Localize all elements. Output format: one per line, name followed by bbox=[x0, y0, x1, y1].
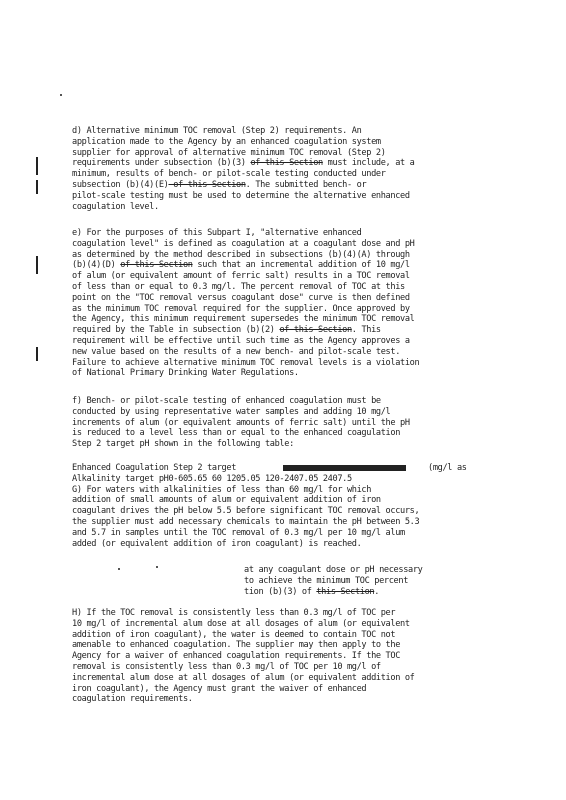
text-span: conducted by using representative water samples and adding 10 mg/l bbox=[72, 406, 391, 417]
text-span: the supplier must add necessary chemicals to maintain the pH between 5.3 bbox=[72, 516, 420, 527]
text-line bbox=[72, 640, 512, 651]
text-span: subsection (b)(4)(E) bbox=[72, 179, 169, 190]
text-line bbox=[72, 126, 512, 137]
text-span: d) Alternative minimum TOC removal (Step 2) requirements. An bbox=[72, 126, 362, 136]
text-span: 10 mg/l of incremental alum dose at all dosages of alum (or equivalent bbox=[72, 618, 410, 629]
text-span: amenable to enhanced coagulation. The supplier may then apply to the bbox=[72, 640, 401, 651]
text-line bbox=[72, 137, 512, 148]
text-span: addition of small amounts of alum or equivalent addition of iron bbox=[72, 495, 381, 506]
scan-speck bbox=[60, 94, 62, 96]
paragraph-e bbox=[72, 228, 512, 379]
text-line bbox=[72, 250, 512, 261]
text-line bbox=[72, 694, 512, 705]
text-line bbox=[72, 428, 512, 439]
text-span: of alum (or equivalent amount of ferric salt) results in a TOC removal bbox=[72, 271, 410, 282]
text-span: the Agency, this minimum requirement supersedes the minimum TOC removal bbox=[72, 314, 415, 325]
text-span: (b)(4)(D) bbox=[72, 260, 121, 271]
paragraph-h bbox=[72, 608, 512, 705]
text-span: added (or equivalent addition of iron coagulant) is reached. bbox=[72, 538, 362, 549]
text-line bbox=[72, 528, 512, 539]
text-span: application made to the Agency by an enhanced coagulation system bbox=[72, 136, 381, 147]
text-line bbox=[72, 474, 512, 485]
paragraph-f bbox=[72, 396, 512, 450]
text-line bbox=[72, 260, 512, 271]
text-line bbox=[72, 506, 512, 517]
text-span: incremental alum dose at all dosages of alum (or equivalent addition of bbox=[72, 672, 415, 683]
table-block bbox=[72, 463, 512, 549]
text-line bbox=[72, 347, 512, 358]
text-span: . bbox=[374, 586, 380, 597]
text-span: supplier for approval of alternative minimum TOC removal (Step 2) bbox=[72, 147, 386, 158]
text-line bbox=[244, 565, 514, 576]
struck-text: of this Section bbox=[120, 260, 193, 271]
text-span: required by the Table in subsection (b)(2) bbox=[72, 325, 280, 336]
text-line bbox=[244, 576, 514, 587]
text-span: coagulation requirements. bbox=[72, 694, 193, 705]
text-span: of less than or equal to 0.3 mg/l. The percent removal of TOC at this bbox=[72, 281, 405, 292]
text-line bbox=[72, 202, 512, 213]
text-span: coagulation level. bbox=[72, 201, 159, 212]
text-span: Agency for a waiver of enhanced coagulation requirements. If the TOC bbox=[72, 651, 401, 662]
struck-text: this Section bbox=[316, 586, 375, 597]
text-line bbox=[72, 673, 512, 684]
text-line bbox=[72, 180, 512, 191]
text-span: Step 2 target pH shown in the following table: bbox=[72, 439, 294, 450]
text-line bbox=[72, 418, 512, 429]
text-span: requirement will be effective until such time as the Agency approves a bbox=[72, 335, 410, 346]
text-line bbox=[72, 158, 512, 169]
text-span: H) If the TOC removal is consistently less than 0.3 mg/l of TOC per bbox=[72, 608, 396, 618]
text-span: . This bbox=[351, 325, 381, 336]
redaction-mark bbox=[283, 465, 406, 471]
text-span: Failure to achieve alternative minimum TOC removal levels is a violation bbox=[72, 357, 420, 368]
revision-bar bbox=[36, 256, 38, 274]
text-span: to achieve the minimum TOC percent bbox=[244, 575, 409, 586]
text-line bbox=[72, 495, 512, 506]
revision-bar bbox=[36, 157, 38, 175]
text-span: tion (b)(3) of bbox=[244, 586, 317, 597]
revision-bar bbox=[36, 180, 38, 194]
text-span: e) For the purposes of this Subpart I, "alternative enhanced bbox=[72, 228, 362, 238]
text-line bbox=[72, 517, 512, 528]
scan-speck bbox=[118, 568, 120, 570]
text-span: pilot-scale testing must be used to determine the alternative enhanced bbox=[72, 190, 410, 201]
text-line bbox=[72, 396, 512, 407]
text-span: coagulant drives the pH below 5.5 before significant TOC removal occurs, bbox=[72, 506, 420, 517]
text-span: point on the "TOC removal versus coagulant dose" curve is then defined bbox=[72, 292, 410, 303]
fragment-block bbox=[244, 565, 514, 597]
text-span: as the minimum TOC removal required for the supplier. Once approved by bbox=[72, 303, 410, 314]
text-span: G) For waters with alkalinities of less than 60 mg/l for which bbox=[72, 484, 372, 495]
text-span: requirements under subsection (b)(3) bbox=[72, 158, 251, 169]
text-line bbox=[72, 407, 512, 418]
text-span: at any coagulant dose or pH necessary bbox=[244, 565, 423, 575]
text-line bbox=[72, 368, 512, 379]
text-line bbox=[72, 619, 512, 630]
text-span: must include, at a bbox=[322, 158, 415, 169]
text-line bbox=[72, 314, 512, 325]
text-line bbox=[72, 358, 512, 369]
text-line bbox=[72, 539, 512, 550]
text-span: new value based on the results of a new bench- and pilot-scale test. bbox=[72, 346, 401, 357]
text-line bbox=[72, 662, 512, 673]
revision-bar bbox=[36, 347, 38, 361]
text-line bbox=[72, 282, 512, 293]
text-line bbox=[72, 293, 512, 304]
struck-text: of this Section bbox=[250, 158, 323, 169]
text-span: iron coagulant), the Agency must grant the waiver of enhanced bbox=[72, 683, 367, 694]
text-span: Enhanced Coagulation Step 2 target bbox=[72, 463, 237, 473]
text-span: addition of iron coagulant), the water is deemed to contain TOC not bbox=[72, 629, 396, 640]
text-span: minimum, results of bench- or pilot-scale testing conducted under bbox=[72, 169, 386, 180]
text-span: coagulation level" is defined as coagulation at a coagulant dose and pH bbox=[72, 238, 415, 249]
text-line bbox=[72, 191, 512, 202]
text-line bbox=[244, 587, 514, 598]
text-span: . The submitted bench- or bbox=[245, 179, 367, 190]
text-line bbox=[72, 304, 512, 315]
text-line bbox=[72, 228, 512, 239]
paragraph-d bbox=[72, 126, 512, 212]
text-line bbox=[72, 239, 512, 250]
text-span: and 5.7 in samples until the TOC removal of 0.3 mg/l per 10 mg/l alum bbox=[72, 527, 405, 538]
text-line bbox=[72, 336, 512, 347]
text-line bbox=[72, 651, 512, 662]
text-span: of National Primary Drinking Water Regulations. bbox=[72, 368, 299, 379]
text-span: such that an incremental addition of 10 mg/l bbox=[192, 260, 410, 271]
text-line bbox=[72, 271, 512, 282]
text-line bbox=[72, 608, 512, 619]
text-span: f) Bench- or pilot-scale testing of enhanced coagulation must be bbox=[72, 396, 381, 406]
text-span: is reduced to a level less than or equal to the enhanced coagulation bbox=[72, 428, 401, 439]
struck-text: of this Section bbox=[168, 179, 246, 190]
text-span: Alkalinity target pH0-605.65 60 1205.05 120-2407.05 2407.5 bbox=[72, 473, 352, 484]
text-span: as determined by the method described in subsections (b)(4)(A) through bbox=[72, 249, 410, 260]
text-line bbox=[72, 485, 512, 496]
text-line bbox=[72, 439, 512, 450]
text-line bbox=[72, 169, 512, 180]
struck-text: of this Section bbox=[279, 325, 352, 336]
text-line bbox=[72, 148, 512, 159]
text-line bbox=[72, 684, 512, 695]
scan-speck bbox=[156, 566, 158, 568]
text-line bbox=[72, 630, 512, 641]
unit-fragment: (mg/l as bbox=[428, 463, 467, 473]
text-span: increments of alum (or equivalent amounts of ferric salt) until the pH bbox=[72, 417, 410, 428]
text-line bbox=[72, 325, 512, 336]
text-span: removal is consistently less than 0.3 mg/l of TOC per 10 mg/l of bbox=[72, 661, 381, 672]
